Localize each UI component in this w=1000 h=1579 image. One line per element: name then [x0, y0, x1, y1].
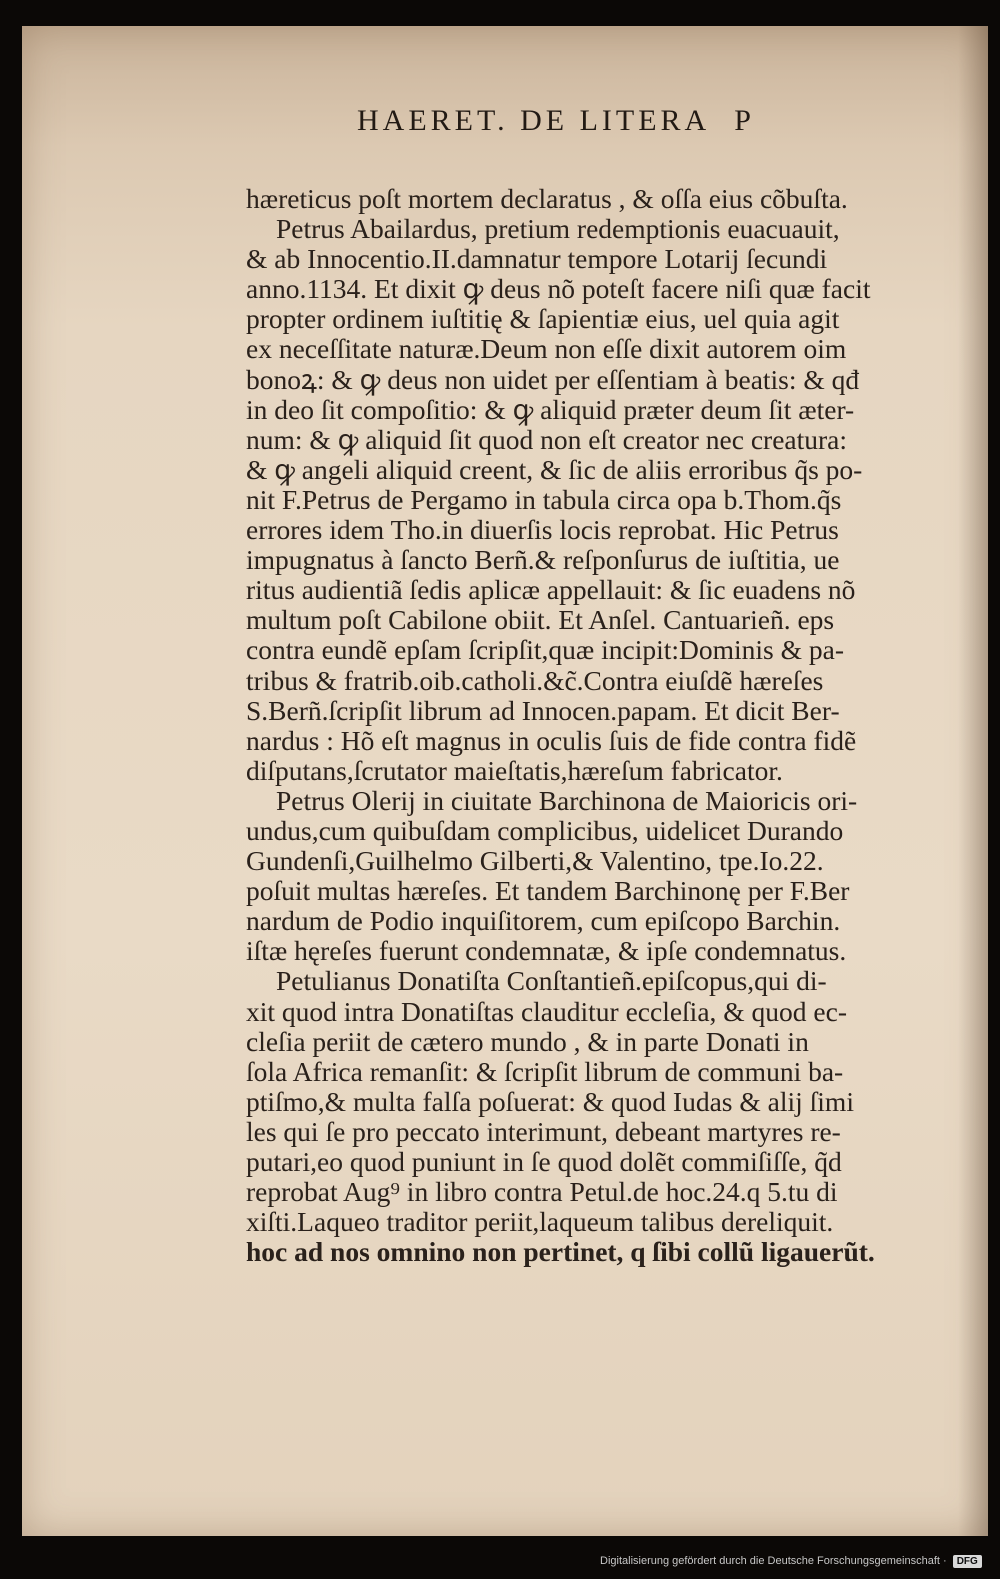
dfg-logo: DFG: [953, 1555, 982, 1568]
digitization-credit: [600, 1552, 982, 1570]
body-text: [246, 184, 976, 1267]
text-line: bonoꝝ: & ꝙ deus non uidet per eſſentiam à beatis: & qđ: [246, 363, 860, 395]
text-line: S.Berñ.ſcripſit librum ad Innocen.papam. Et dicit Ber-: [246, 694, 840, 726]
header-signature: P: [734, 104, 755, 137]
text-line: propter ordinem iuſtitię & ſapientiæ eius, uel quia agit: [246, 303, 840, 335]
text-line: in deo ſit compoſitio: & ꝙ aliquid præter deum ſit æter-: [246, 393, 855, 425]
text-line: & ꝙ angeli aliquid creent, & ſic de aliis erroribus q̃s po-: [246, 453, 863, 485]
text-line: & ab Innocentio.II.damnatur tempore Lotarij ſecundi: [246, 243, 828, 275]
text-line: reprobat Aug⁹ in libro contra Petul.de hoc.24.q 5.tu di: [246, 1176, 838, 1208]
text-line: les qui ſe pro peccato interimunt, debeant martyres re-: [246, 1115, 841, 1147]
text-line: xiſti.Laqueo traditor periit,laqueum talibus dereliquit.: [246, 1206, 834, 1238]
text-line: multum poſt Cabilone obiit. Et Anſel. Cantuarieñ. eps: [246, 604, 835, 636]
text-line: Petrus Olerij in ciuitate Barchinona de Maioricis ori-: [276, 784, 858, 816]
text-line: ex neceſſitate naturæ.Deum non eſſe dixit autorem oim: [246, 333, 847, 365]
text-line: ritus audientiã ſedis aplicæ appellauit: & ſic euadens nõ: [246, 574, 856, 606]
text-line: putari,eo quod puniunt in ſe quod dolẽt commiſiſſe, q̃d: [246, 1146, 842, 1177]
header-title: HAERET. DE LITERA: [357, 104, 711, 137]
text-line: poſuit multas hæreſes. Et tandem Barchinonę per F.Ber: [246, 875, 850, 907]
text-line: tribus & fratrib.oib.catholi.&c̃.Contra eiuſdẽ hæreſes: [246, 664, 824, 696]
text-line: anno.1134. Et dixit ꝙ deus nõ poteſt facere niſi quæ facit: [246, 273, 871, 305]
text-line: ſola Africa remanſit: & ſcripſit librum de communi ba-: [246, 1055, 844, 1087]
text-line: Petulianus Donatiſta Conſtantieñ.epiſcopus,qui di-: [276, 965, 827, 997]
text-line: Petrus Abailardus, pretium redemptionis euacuauit,: [276, 213, 840, 245]
book-page: [22, 26, 988, 1536]
text-line: ptiſmo,& multa falſa poſuerat: & quod Iudas & alij ſimi: [246, 1085, 854, 1117]
text-line: xit quod intra Donatiſtas clauditur eccleſia, & quod ec-: [246, 995, 847, 1027]
text-line: hoc ad nos omnino non pertinet, q ſibi collũ ligauerũt.: [246, 1236, 875, 1268]
text-line: cleſia periit de cætero mundo , & in parte Donati in: [246, 1025, 809, 1057]
text-line: errores idem Tho.in diuerſis locis reprobat. Hic Petrus: [246, 514, 839, 546]
text-line: contra eundẽ epſam ſcripſit,quæ incipit:Dominis & pa-: [246, 634, 844, 666]
text-line: nardum de Podio inquiſitorem, cum epiſcopo Barchin.: [246, 905, 841, 937]
credit-text: Digitalisierung gefördert durch die Deutsche Forschungsgemeinschaft ·: [600, 1555, 947, 1567]
text-line: iſtæ hęreſes fuerunt condemnatæ, & ipſe condemnatus.: [246, 935, 847, 967]
text-line: num: & ꝙ aliquid ſit quod non eſt creator nec creatura:: [246, 423, 848, 455]
text-line: nit F.Petrus de Pergamo in tabula circa opa b.Thom.q̃s: [246, 483, 842, 515]
text-line: Gundenſi,Guilhelmo Gilberti,& Valentino, tpe.Io.22.: [246, 845, 824, 877]
text-line: undus,cum quibuſdam complicibus, uidelicet Durando: [246, 814, 844, 846]
text-line: diſputans,ſcrutator maieſtatis,hæreſum fabricator.: [246, 754, 783, 786]
text-line: nardus : Hõ eſt magnus in oculis ſuis de fide contra fidẽ: [246, 724, 857, 756]
text-line: impugnatus à ſancto Berñ.& reſponſurus de iuſtitia, ue: [246, 544, 840, 576]
text-line: hæreticus poſt mortem declaratus , & oſſa eius cõbuſta.: [246, 183, 848, 214]
running-header: [357, 104, 837, 138]
